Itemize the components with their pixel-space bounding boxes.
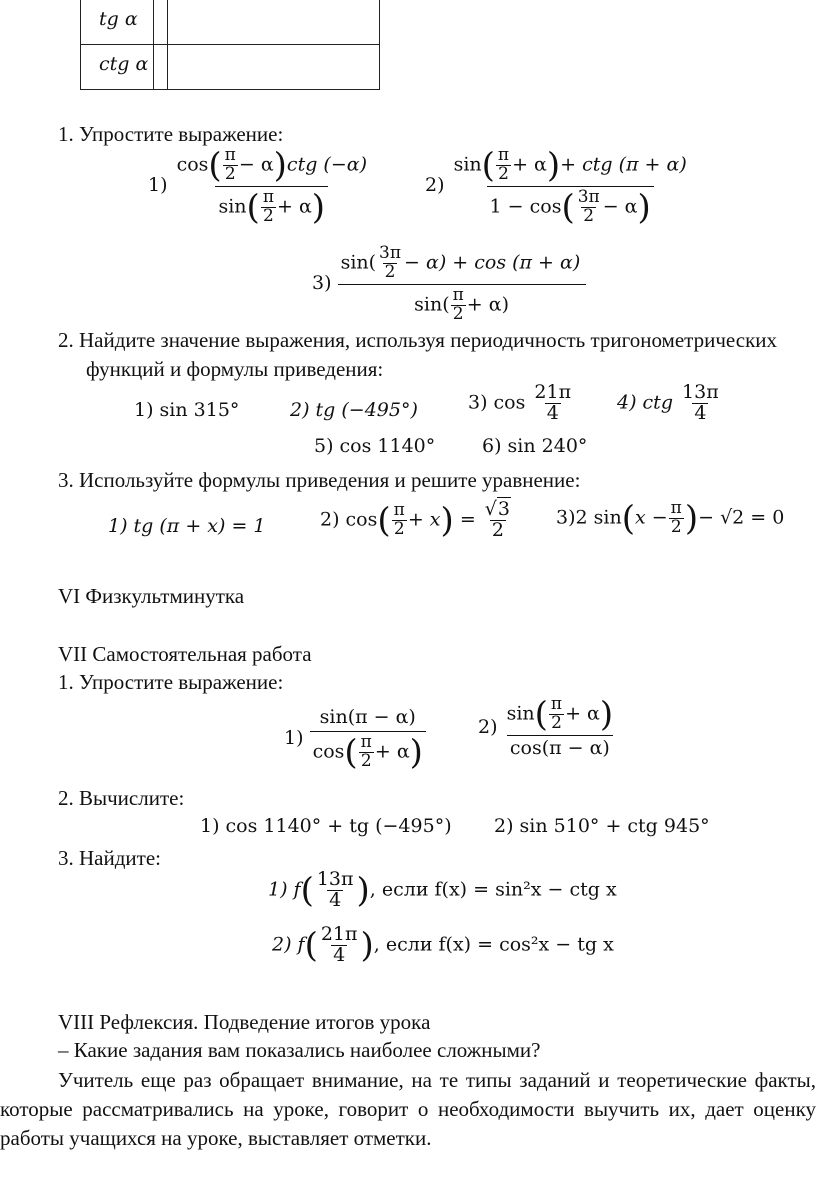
den: 2 — [393, 518, 405, 539]
den: 2 — [452, 303, 464, 324]
closing-paragraph: Учитель еще раз обращает внимание, на те типы заданий и теоретические факты, которые рассматривались на уроке, говорит о необходимости выучить их, дает оценку работы учащихся на уроке, выставляет отметки. — [0, 1068, 816, 1150]
table-row — [80, 0, 380, 45]
fn: sin( — [414, 293, 450, 316]
calc-1: 1) cos 1140° + tg (−495°) — [200, 815, 452, 837]
task2-title: 2. Найдите значение выражения, используя периодичность тригонометрических — [58, 328, 778, 352]
find-1: 1) f( $\frac{13\pi}{4}$ ), если f(x) = sin²x − ctg x — [268, 868, 617, 911]
reflection-question: – Какие задания вам показались наиболее сложными? — [58, 1038, 541, 1062]
table-row — [80, 45, 380, 90]
fn: 1) f — [268, 878, 301, 901]
fraction: sin(π − α) cos( $\frac{\pi}{2}$ + α) — [310, 707, 426, 771]
num: π — [497, 145, 510, 165]
den: 2 — [551, 712, 562, 733]
den: cos(π − α) — [507, 735, 613, 760]
work-task1-title: 1. Упростите выражение: — [58, 670, 284, 694]
term: x − — [634, 506, 668, 529]
expr-number: 2) — [425, 174, 445, 197]
heading-8: VIII Рефлексия. Подведение итогов урока — [58, 1010, 431, 1034]
num: π — [452, 284, 464, 305]
num: 3π — [379, 243, 402, 263]
den: 4 — [329, 888, 342, 911]
table-divider — [167, 45, 168, 89]
condition: , если f(x) = cos²x − tg x — [373, 933, 614, 956]
fn: sin — [453, 153, 482, 176]
den: 2 — [583, 205, 595, 226]
fraction: sin( $\frac{\pi}{2}$ + α) cos(π − α) — [506, 694, 614, 759]
work-expr-2 — [478, 696, 616, 760]
expr1-3 — [312, 245, 586, 323]
term: + α — [565, 702, 600, 725]
equation-3: 3)2 sin(x − $\frac{\pi}{2}$ )− √2 = 0 — [556, 498, 785, 539]
expr1-1 — [148, 145, 370, 228]
task2-item: 1) sin 315° — [134, 399, 240, 421]
num: 21π — [320, 923, 358, 945]
term: − α — [238, 153, 274, 176]
table-divider — [153, 0, 154, 44]
table-row-label: tg α — [99, 8, 138, 30]
den: 4 — [694, 401, 707, 424]
num: sin(π − α) — [319, 706, 416, 728]
num: 21π — [534, 381, 572, 403]
fn: sin( — [340, 251, 377, 274]
term: − α) + cos (π + α) — [404, 251, 581, 274]
den: 4 — [333, 943, 346, 966]
den: 2 — [224, 163, 236, 184]
equation-2: 2) cos( $\frac{\pi}{2}$ + x) = $\frac{√3}{2}$ — [320, 498, 510, 541]
trig-table — [80, 0, 380, 90]
den: 2 — [670, 516, 682, 537]
table-divider — [167, 0, 168, 44]
heading-6: VI Физкультминутка — [58, 584, 245, 608]
expr-number: 1) — [284, 726, 304, 749]
fn: sin — [506, 702, 535, 725]
table-row-label: ctg α — [99, 53, 149, 75]
work-expr-1 — [284, 707, 426, 771]
task2-item: 6) sin 240° — [482, 435, 588, 457]
fn: 2) f — [272, 933, 305, 956]
fn: 3)2 sin — [556, 506, 622, 529]
num: 3π — [577, 186, 600, 207]
term: + x — [407, 508, 441, 531]
fn: cos — [176, 153, 209, 176]
fraction: sin( $\frac{\pi}{2}$ + α)+ ctg (π + α) 1 − cos( $\frac{3\pi}{2}$ − α) — [453, 145, 687, 228]
expr-number: 1) — [148, 174, 168, 197]
den: 2 — [498, 163, 509, 184]
fraction — [338, 245, 586, 323]
find-2: 2) f( $\frac{21\pi}{4}$ ), если f(x) = cos²x − tg x — [272, 923, 614, 966]
term: + ctg (π + α) — [560, 153, 687, 176]
num: π — [550, 694, 563, 714]
num: π — [224, 145, 236, 165]
task2-item: 5) cos 1140° — [314, 435, 436, 457]
num: π — [360, 731, 372, 752]
fn: 1 − cos — [489, 195, 562, 218]
fn: 3) cos — [468, 391, 526, 414]
expr1-2 — [425, 145, 690, 228]
task2-title-cont: функций и формулы приведения: — [86, 357, 384, 381]
condition: , если f(x) = sin²x − ctg x — [369, 878, 617, 901]
fn: 4) ctg — [617, 391, 673, 414]
num: π — [670, 498, 682, 518]
den: 2 — [360, 750, 372, 771]
num: 3 — [497, 498, 510, 520]
term: + α — [374, 740, 410, 763]
calc-2: 2) sin 510° + ctg 945° — [494, 815, 710, 837]
task2-item — [617, 383, 722, 424]
den: 2 — [262, 205, 274, 226]
num: π — [262, 186, 274, 207]
fn: cos — [312, 740, 345, 763]
den: 4 — [546, 401, 559, 424]
table-divider — [153, 45, 154, 89]
num: π — [393, 500, 405, 521]
num: 13π — [682, 381, 719, 403]
term: + α) — [466, 293, 509, 316]
den: 2 — [491, 518, 504, 541]
task2-item — [468, 383, 574, 424]
work-task3-title: 3. Найдите: — [58, 846, 161, 870]
term: = — [459, 508, 476, 531]
fn: sin — [218, 195, 247, 218]
task1-title: 1. Упростите выражение: — [58, 122, 284, 146]
term: ctg (−α) — [286, 153, 367, 176]
fraction: cos( $\frac{\pi}{2}$ − α)ctg (−α) sin( $\frac{\pi}{2}$ + α) — [176, 145, 367, 228]
num: 13π — [316, 868, 354, 890]
expr-number: 3) — [312, 272, 332, 295]
term: − √2 = 0 — [698, 506, 785, 529]
term: + α — [277, 195, 312, 218]
fn: 2) cos — [320, 508, 378, 531]
task3-title: 3. Используйте формулы приведения и решите уравнение: — [58, 468, 581, 492]
equation-1: 1) tg (π + x) = 1 — [108, 515, 266, 537]
task2-item: 2) tg (−495°) — [290, 399, 418, 421]
term: − α — [602, 195, 638, 218]
heading-7: VII Самостоятельная работа — [58, 642, 312, 666]
expr-number: 2) — [478, 715, 498, 738]
work-task2-title: 2. Вычислите: — [58, 786, 185, 810]
term: + α — [512, 153, 547, 176]
den: 2 — [384, 261, 396, 282]
